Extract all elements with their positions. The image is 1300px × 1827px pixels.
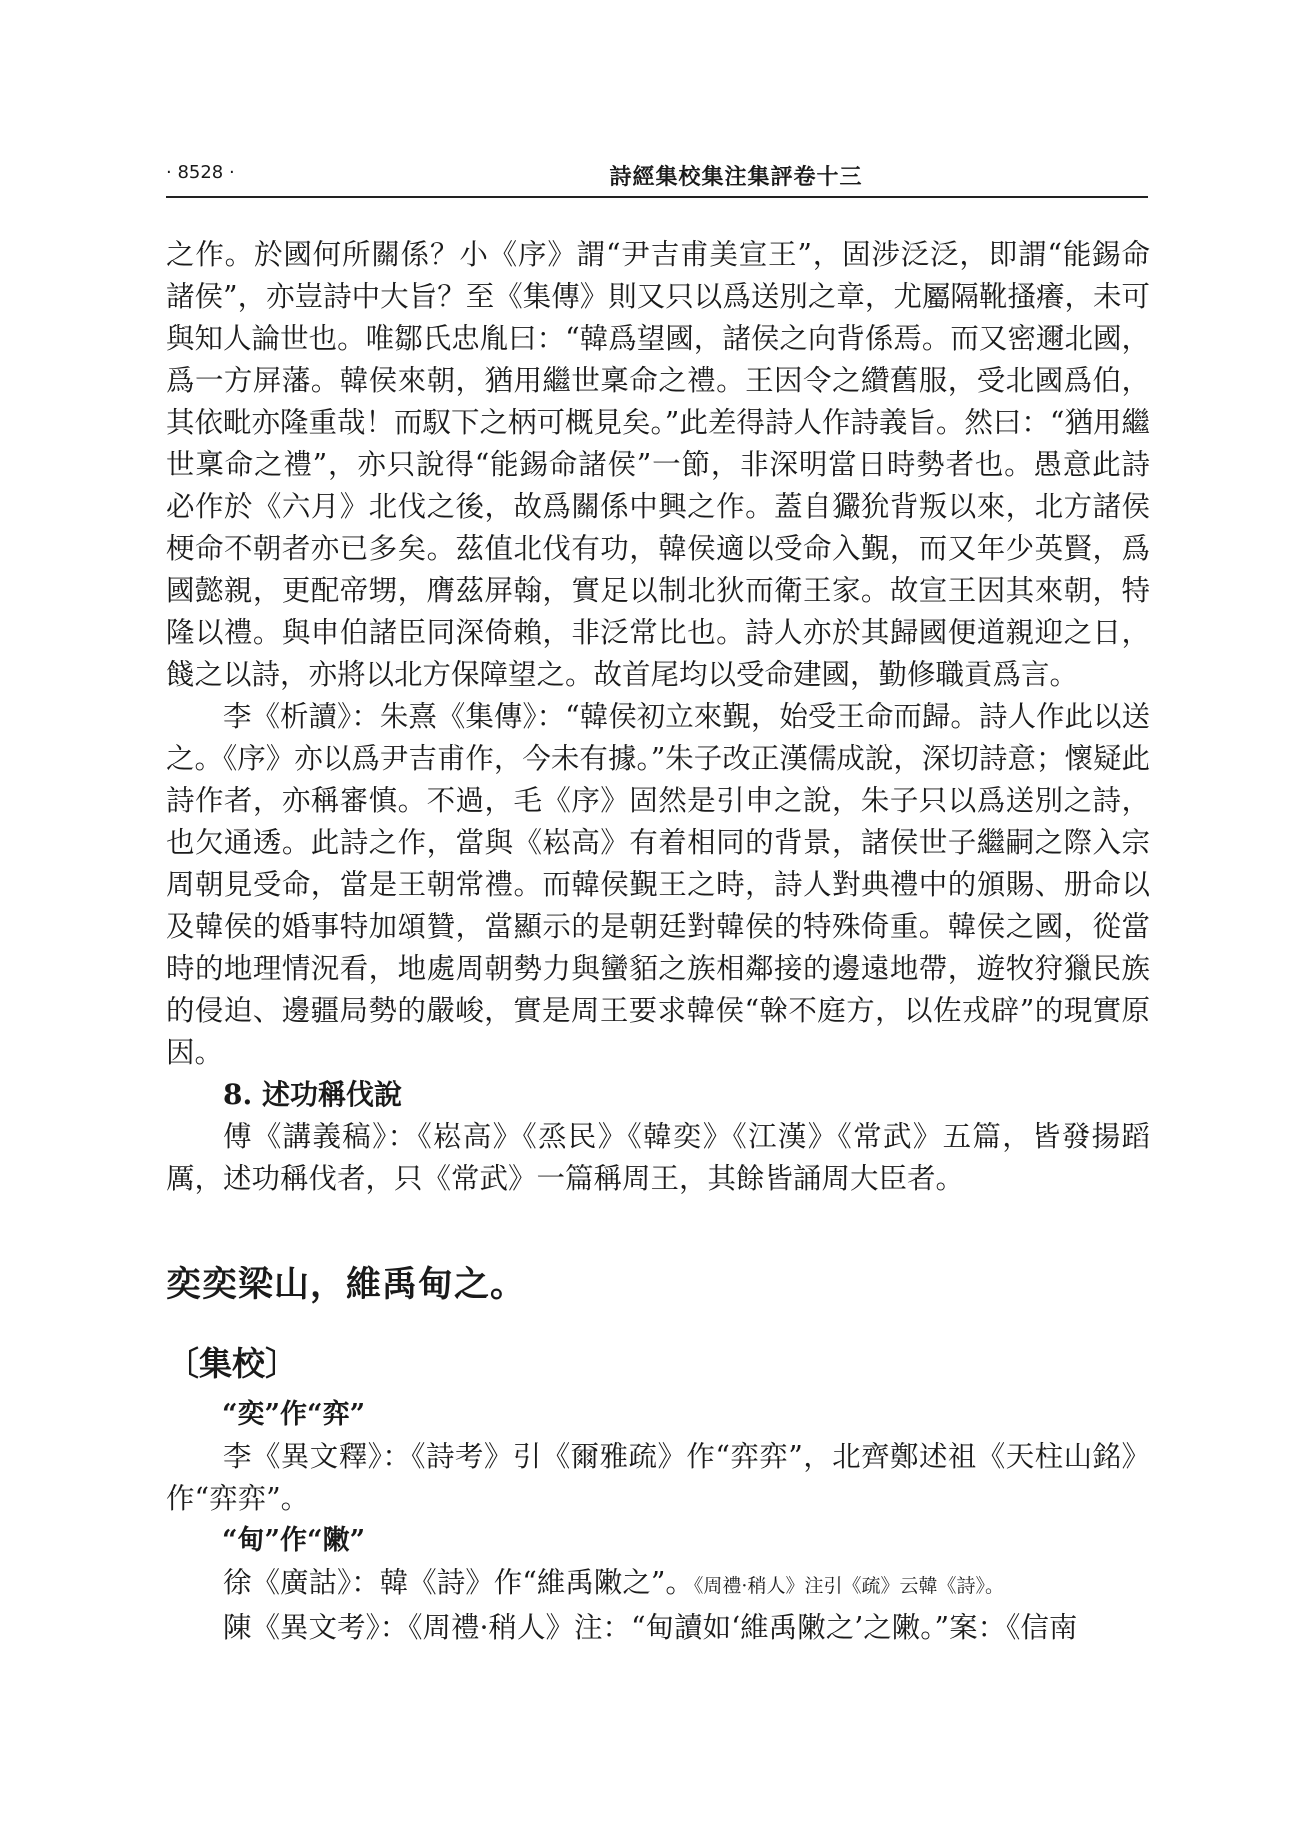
subsection-heading: 8. 述功稱伐說 <box>223 1078 402 1111</box>
commentary-paragraph: 李《析讀》：朱熹《集傳》：“韓侯初立來覲，始受王命而歸。詩人作此以送之。《序》亦以爲尹吉甫作，今未有據。”朱子改正漢儒成說，深切詩意；懷疑此詩作者，亦稱審慎。不過，毛《序》固然是引申之說，朱子只以爲送別之詩，也欠通透。此詩之作，當與《崧高》有着相同的背景，諸侯世子繼嗣之際入宗周朝見受命，當是王朝常禮。而韓侯覲王之時，詩人對典禮中的頒賜、册命以及韓侯的婚事特加頌贊，當顯示的是朝廷對韓侯的特殊倚重。韓侯之國，從當時的地理情況看，地處周朝勢力與蠻貊之族相鄰接的邊遠地帶，遊牧狩獵民族的侵迫、邊疆局勢的嚴峻，實是周王要求韓侯“榦不庭方，以佐戎辟”的現實原因。 <box>166 700 1150 1069</box>
page-body <box>166 234 1150 1649</box>
verse-line: 奕奕梁山，維禹甸之。 <box>166 1264 527 1305</box>
variant-note: 李《異文釋》：《詩考》引《爾雅疏》作“弈弈”，北齊鄭述祖《天柱山銘》作“弈弈”。 <box>166 1440 1150 1515</box>
commentary-paragraph: 傅《講義稿》：《崧高》《烝民》《韓奕》《江漢》《常武》五篇，皆發揚蹈厲，述功稱伐者，只《常武》一篇稱周王，其餘皆誦周大臣者。 <box>166 1120 1150 1195</box>
variant-note: 陳《異文考》：《周禮·稍人》注：“甸讀如‘維禹敶之’之敶。”案：《信南 <box>223 1611 1078 1644</box>
header-rule <box>166 196 1148 198</box>
page-number: · 8528 · <box>166 162 235 183</box>
variant-note <box>166 1562 1150 1607</box>
page-header <box>166 158 1146 194</box>
section-title: 〔集校〕 <box>166 1344 298 1383</box>
variant-note-main: 徐《廣詁》：韓《詩》作“維禹敶之”。 <box>223 1566 694 1599</box>
small-annotation: 《周禮·稍人》注引《疏》云韓《詩》。 <box>693 1575 1004 1597</box>
commentary-paragraph: 之作。於國何所關係？小《序》謂“尹吉甫美宣王”，固涉泛泛，即謂“能錫命諸侯”，亦豈詩中大旨？至《集傳》則又只以爲送別之章，尤屬隔靴搔癢，未可與知人論世也。唯鄒氏忠胤曰：“韓爲望國，諸侯之向背係焉。而又密邇北國，爲一方屏藩。韓侯來朝，猶用繼世稟命之禮。王因令之纘舊服，受北國爲伯，其依毗亦隆重哉！而馭下之柄可概見矣。”此差得詩人作詩義旨。然曰：“猶用繼世稟命之禮”，亦只說得“能錫命諸侯”一節，非深明當日時勢者也。愚意此詩必作於《六月》北伐之後，故爲關係中興之作。蓋自玁狁背叛以來，北方諸侯梗命不朝者亦已多矣。茲值北伐有功，韓侯適以受命入覲，而又年少英賢，爲國懿親，更配帝甥，膺茲屏翰，實足以制北狄而衛王家。故宣王因其來朝，特隆以禮。與申伯諸臣同深倚賴，非泛常比也。詩人亦於其歸國便道親迎之日，餞之以詩，亦將以北方保障望之。故首尾均以受命建國，勤修職貢爲言。 <box>166 238 1150 691</box>
variant-heading: “甸”作“敶” <box>222 1525 366 1556</box>
running-title: 詩經集校集注集評卷十三 <box>609 164 863 190</box>
variant-heading: “奕”作“弈” <box>222 1399 366 1430</box>
